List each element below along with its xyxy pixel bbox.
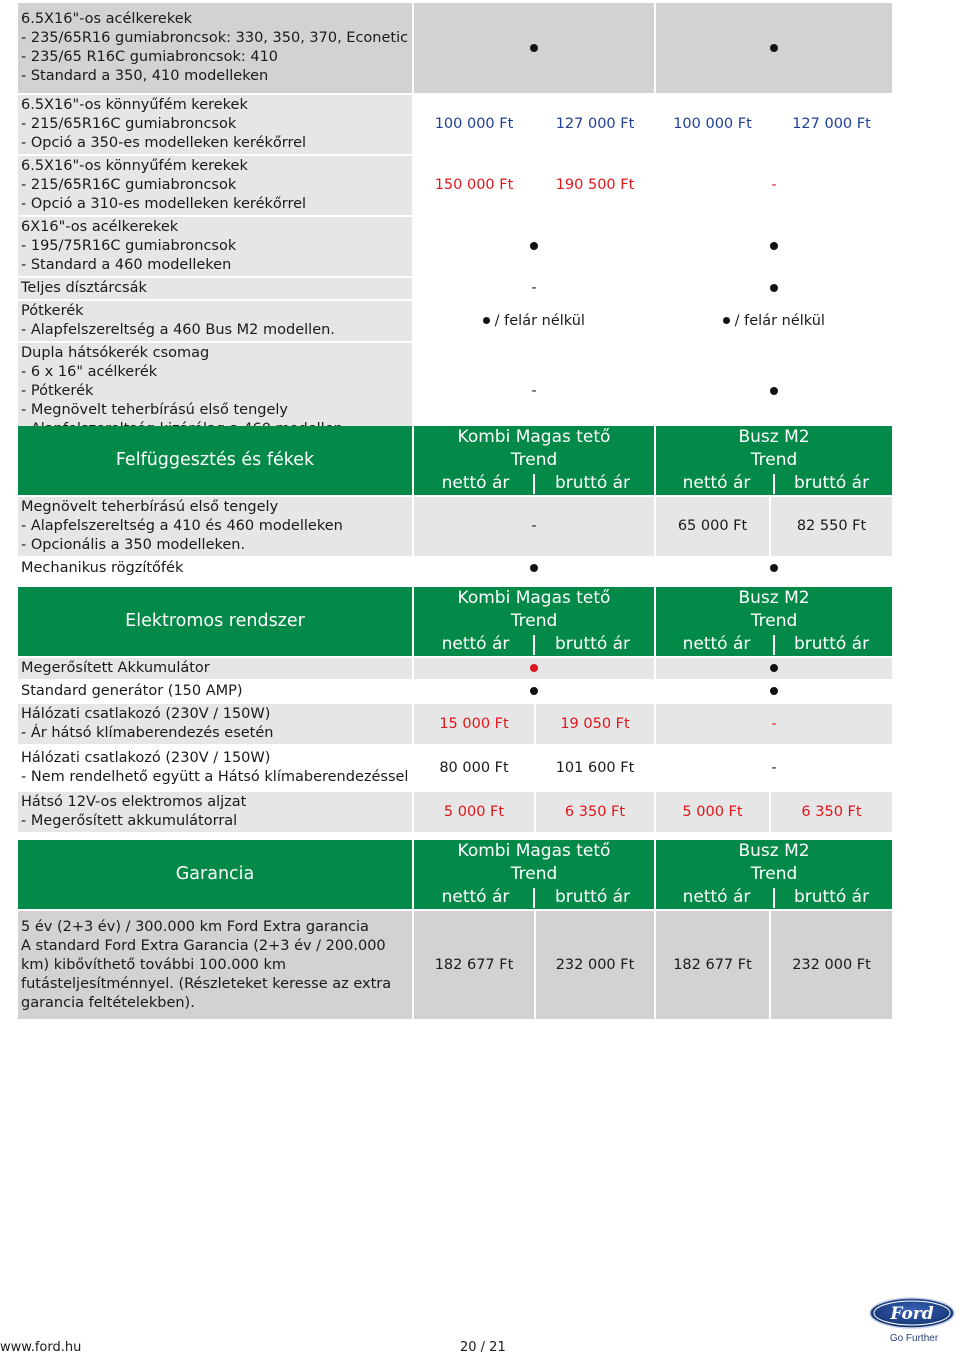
row-label: Dupla hátsókerék csomag - 6 x 16" acélkerék - Pótkerék - Megnövelt teherbírású első tengely: [18, 343, 412, 440]
row-label: 6.5X16"-os könnyűfém kerekek - 215/65R16C gumiabroncsok - Opció a 310-es modelleken kerékőrrel: [18, 156, 412, 215]
standard-dot-icon: [723, 317, 730, 324]
kombi-gross-price: 6 350 Ft: [536, 792, 654, 832]
standard-dot-icon: [770, 284, 778, 292]
busz-cell: [656, 658, 892, 679]
busz-cell: [656, 278, 892, 299]
table-row: [18, 278, 892, 299]
kombi-gross-price: 101 600 Ft: [555, 759, 635, 776]
standard-dot-icon: [770, 564, 778, 572]
busz-gross-price: 127 000 Ft: [792, 116, 871, 132]
table-row: [18, 681, 892, 702]
suspension-section: [16, 424, 890, 581]
electrical-section: [16, 585, 890, 834]
wheels-section: [16, 1, 890, 442]
kombi-gross-price: 127 000 Ft: [555, 116, 635, 132]
standard-dot-icon: [530, 687, 538, 695]
busz-cell: -: [771, 759, 777, 776]
busz-net-price: 182 677 Ft: [656, 911, 769, 1019]
busz-gross-price: 6 350 Ft: [771, 792, 892, 832]
table-row: [18, 792, 892, 832]
busz-gross-price: 232 000 Ft: [771, 911, 892, 1019]
table-row: [18, 156, 892, 215]
row-label: 5 év (2+3 év) / 300.000 km Ford Extra garancia A standard Ford Extra Garancia (2+3 év / 200.000 km) kibővíthető további 100.000 km futásteljesítménnyel. (Részleteket keresse az extra garancia feltételekben).: [18, 911, 412, 1019]
kombi-cell: [414, 3, 654, 93]
electrical-table: [16, 585, 894, 834]
busz-header: Busz M2 Trend nettó ár bruttó ár: [656, 426, 892, 495]
kombi-net-price: 100 000 Ft: [434, 116, 514, 132]
row-label: 6.5X16"-os acélkerekek - 235/65R16 gumiabroncsok: 330, 350, 370, Econetic - 235/65 R16C gumiabroncsok: 410 - Standard a 350, 410 modelleken: [18, 3, 412, 93]
kombi-gross-price: 19 050 Ft: [536, 704, 654, 744]
kombi-cell: / felár nélkül: [414, 301, 654, 341]
kombi-cell: [414, 217, 654, 276]
kombi-cell: [414, 658, 654, 679]
section-title: Felfüggesztés és fékek: [18, 426, 412, 495]
warranty-section: [16, 838, 890, 1021]
busz-header: Busz M2 Trend nettó ár bruttó ár: [656, 840, 892, 909]
busz-gross-price: 82 550 Ft: [771, 497, 892, 556]
row-label: 6X16"-os acélkerekek - 195/75R16C gumiabroncsok - Standard a 460 modelleken: [18, 217, 412, 276]
table-row: [18, 558, 892, 579]
standard-dot-icon: [770, 664, 778, 672]
row-label: Pótkerék - Alapfelszereltség a 460 Bus M2 modellen.: [18, 301, 412, 341]
logo-tagline-text: Go Further: [889, 1333, 939, 1344]
section-header: [18, 840, 892, 909]
standard-dot-icon: [483, 317, 490, 324]
standard-dot-icon: [770, 687, 778, 695]
page-number: 20 / 21: [460, 1340, 506, 1355]
footer-url[interactable]: www.ford.hu: [0, 1340, 82, 1355]
row-label: 6.5X16"-os könnyűfém kerekek - 215/65R16C gumiabroncsok - Opció a 350-es modelleken kerékőrrel: [18, 95, 412, 154]
busz-cell: / felár nélkül: [656, 301, 892, 341]
table-row: [18, 704, 892, 744]
kombi-cell: -: [414, 497, 654, 556]
row-label: Mechanikus rögzítőfék: [21, 560, 184, 576]
kombi-gross-price: 190 500 Ft: [555, 177, 635, 193]
kombi-net-price: 182 677 Ft: [414, 911, 534, 1019]
standard-dot-icon: [530, 564, 538, 572]
table-row: [18, 746, 892, 790]
kombi-cell: [414, 681, 654, 702]
kombi-cell: [414, 558, 654, 579]
standard-dot-icon: [530, 242, 538, 250]
section-header: [18, 426, 892, 495]
busz-cell: [656, 3, 892, 93]
row-label: Megnövelt teherbírású első tengely - Alapfelszereltség a 410 és 460 modelleken - Opcionális a 350 modelleken.: [18, 497, 412, 556]
table-row: [18, 3, 892, 93]
logo-brand-text: Ford: [890, 1304, 934, 1324]
table-row: [18, 911, 892, 1019]
kombi-net-price: 80 000 Ft: [439, 759, 509, 776]
standard-dot-icon: [770, 387, 778, 395]
row-label: Standard generátor (150 AMP): [21, 683, 243, 699]
optional-red-dot-icon: [530, 664, 538, 672]
busz-cell: [656, 217, 892, 276]
ford-logo: [868, 1296, 958, 1348]
table-row: [18, 497, 892, 556]
table-row: [18, 217, 892, 276]
busz-cell: [656, 558, 892, 579]
kombi-net-price: 5 000 Ft: [414, 792, 534, 832]
table-row: [18, 301, 892, 341]
suspension-table: [16, 424, 894, 581]
standard-dot-icon: [530, 44, 538, 52]
section-title: Garancia: [18, 840, 412, 909]
row-label: Hálózati csatlakozó (230V / 150W) - Nem rendelhető együtt a Hátsó klímaberendezéssel: [21, 750, 409, 785]
table-row: [18, 658, 892, 679]
kombi-cell: -: [531, 383, 537, 399]
section-header: [18, 587, 892, 656]
row-label: Hátsó 12V-os elektromos aljzat - Megerősített akkumulátorral: [18, 792, 412, 832]
warranty-table: [16, 838, 894, 1021]
standard-dot-icon: [770, 242, 778, 250]
table-row: [18, 95, 892, 154]
busz-net-price: 65 000 Ft: [656, 497, 769, 556]
wheels-table: [16, 1, 894, 442]
standard-dot-icon: [770, 44, 778, 52]
row-label: Teljes dísztárcsák: [18, 278, 412, 299]
kombi-header: Kombi Magas tető Trend nettó ár bruttó ár: [414, 587, 654, 656]
busz-net-price: 5 000 Ft: [656, 792, 769, 832]
row-label: Hálózati csatlakozó (230V / 150W) - Ár hátsó klímaberendezés esetén: [18, 704, 412, 744]
kombi-net-price: 150 000 Ft: [434, 177, 514, 193]
kombi-net-price: 15 000 Ft: [414, 704, 534, 744]
row-label: Megerősített Akkumulátor: [18, 658, 412, 679]
section-title: Elektromos rendszer: [18, 587, 412, 656]
kombi-header: Kombi Magas tető Trend nettó ár bruttó ár: [414, 840, 654, 909]
kombi-cell: -: [531, 280, 537, 296]
busz-header: Busz M2 Trend nettó ár bruttó ár: [656, 587, 892, 656]
kombi-header: Kombi Magas tető Trend nettó ár bruttó ár: [414, 426, 654, 495]
busz-cell: [656, 681, 892, 702]
busz-net-price: 100 000 Ft: [673, 116, 752, 132]
busz-cell: -: [656, 704, 892, 744]
kombi-gross-price: 232 000 Ft: [536, 911, 654, 1019]
busz-cell: -: [771, 177, 777, 193]
